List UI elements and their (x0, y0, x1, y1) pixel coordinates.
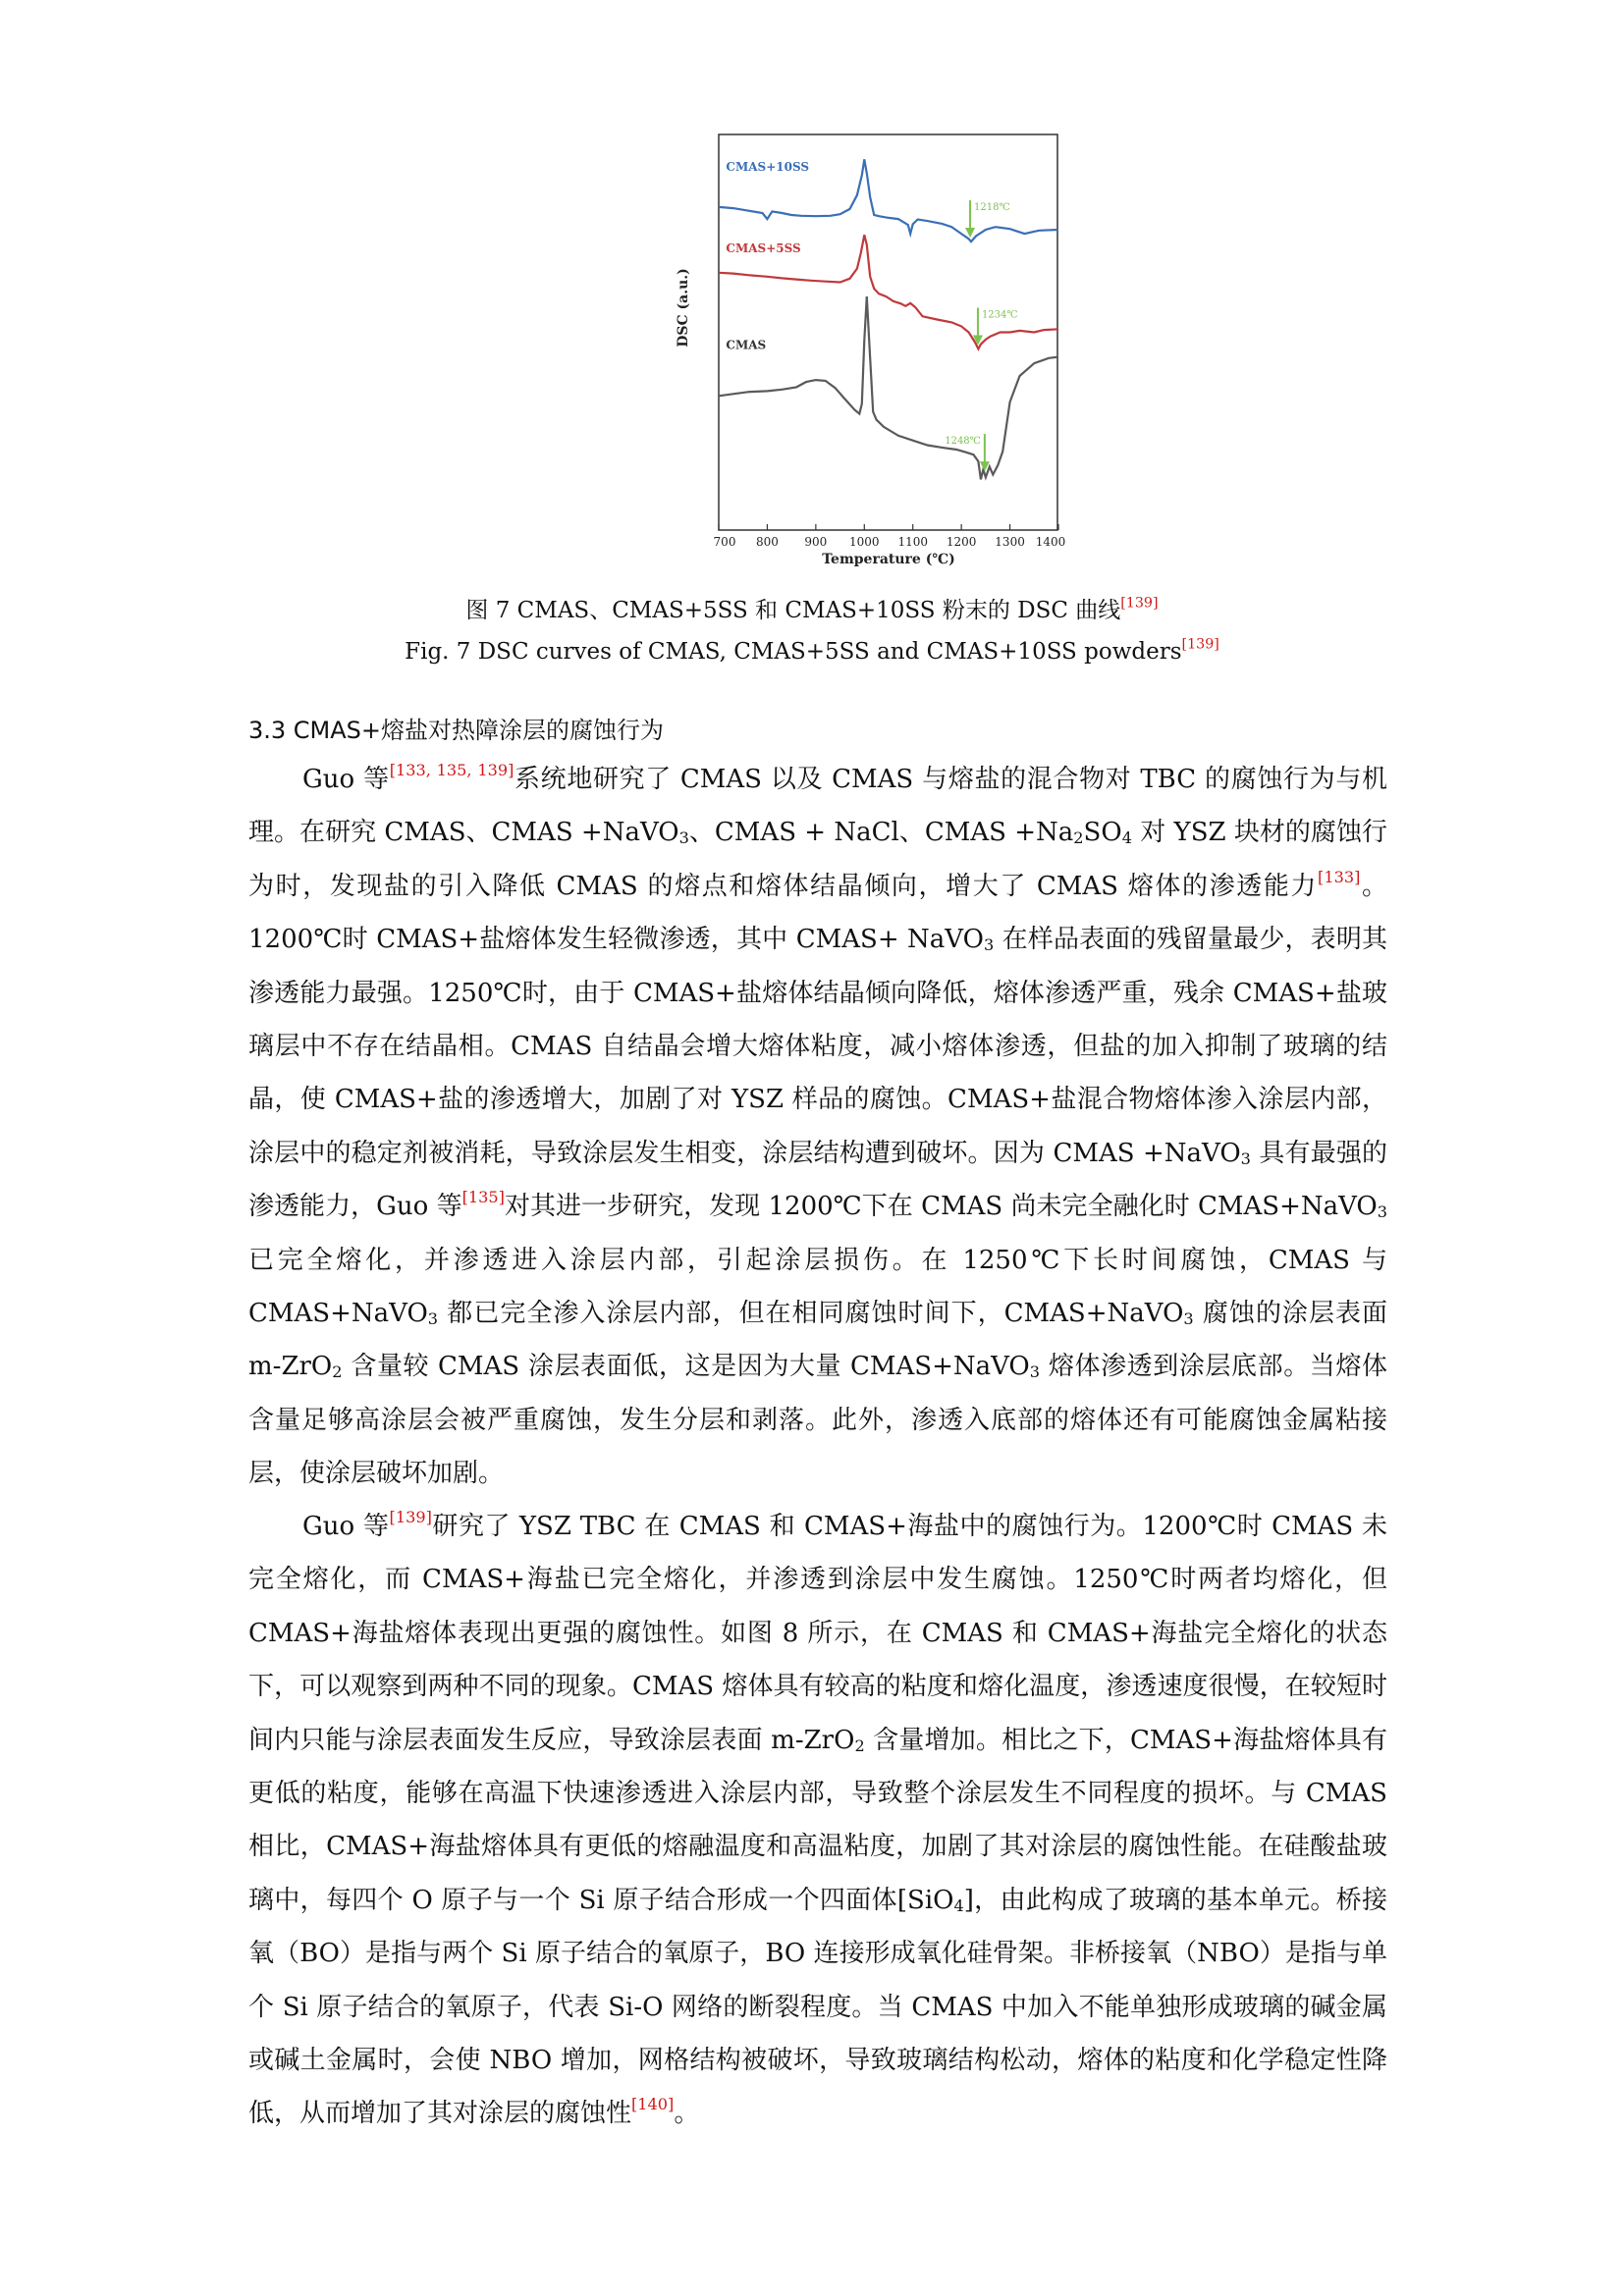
citation[interactable]: [133] (1318, 867, 1361, 886)
x-tick-label: 1100 (897, 535, 928, 549)
text: Guo 等 (302, 1512, 390, 1541)
subscript: 3 (1240, 1149, 1251, 1169)
citation[interactable]: [140] (631, 2095, 675, 2114)
subscript: 3 (1029, 1362, 1040, 1382)
citation[interactable]: [139] (1120, 595, 1159, 612)
text: SO (1083, 818, 1122, 848)
subscript: 3 (427, 1309, 439, 1329)
y-axis-label: DSC (a.u.) (676, 268, 691, 347)
x-tick-label: 1200 (946, 535, 977, 549)
x-tick-label: 1300 (995, 535, 1025, 549)
x-tick-label: 700 (713, 535, 736, 549)
subscript: 4 (953, 1896, 964, 1916)
text: 研究了 YSZ TBC 在 CMAS 和 CMAS+海盐中的腐蚀行为。1200℃时 CMAS 未完全熔化，而 CMAS+海盐已完全熔化，并渗透到涂层中发生腐蚀。1250℃时两者均熔化，但 CMAS+海盐熔体表现出更强的腐蚀性。如图 8 所示，在 CMAS 和 CMAS+海盐完全熔化的状态下，可以观察到两种不同的现象。CMAS 熔体具有较高的粘度和熔化温度，渗透速度很慢，在较短时间内只能与涂层表面发生反应，导致涂层表面 m-ZrO (248, 1512, 1387, 1755)
x-tick-label: 1000 (849, 535, 880, 549)
text: 对其进一步研究，发现 1200℃下在 CMAS 尚未完全融化时 CMAS+NaVO (504, 1192, 1378, 1222)
citation[interactable]: [133, 135, 139] (389, 760, 514, 779)
text: ]，由此构成了玻璃的基本单元。桥接氧（BO）是指与两个 Si 原子结合的氧原子，BO 连接形成氧化硅骨架。非桥接氧（NBO）是指与单个 Si 原子结合的氧原子，代表 Si-O 网络的断裂程度。当 CMAS 中加入不能单独形成玻璃的碱金属或碱土金属时，会使 NBO 增加，网格结构被破坏，导致玻璃结构松动，熔体的粘度和化学稳定性降低，从而增加了其对涂层的腐蚀性 (248, 1885, 1387, 2129)
subscript: 3 (983, 935, 995, 955)
subscript: 4 (1121, 828, 1132, 848)
paragraph-2 (248, 1500, 1387, 2141)
text: Guo 等 (302, 765, 390, 794)
series-label: CMAS (726, 338, 767, 352)
annotation-label: 1248℃ (945, 436, 981, 448)
text: 含量较 CMAS 涂层表面低，这是因为大量 CMAS+NaVO (342, 1352, 1030, 1382)
citation[interactable]: [139] (389, 1507, 432, 1526)
text: 都已完全渗入涂层内部，但在相同腐蚀时间下，CMAS+NaVO (438, 1299, 1184, 1329)
subscript: 3 (678, 828, 689, 848)
caption-en-text: Fig. 7 DSC curves of CMAS, CMAS+5SS and CMAS+10SS powders (405, 639, 1182, 665)
text: 在样品表面的残留量最少，表明其渗透能力最强。1250℃时，由于 CMAS+盐熔体结晶倾向降低，熔体渗透严重，残余 CMAS+盐玻璃层中不存在结晶相。CMAS 自结晶会增大熔体粘度，减小熔体渗透，但盐的加入抑制了玻璃的结晶，使 CMAS+盐的渗透增大，加剧了对 YSZ 样品的腐蚀。CMAS+盐混合物熔体渗入涂层内部，涂层中的稳定剂被消耗，导致涂层发生相变，涂层结构遭到破坏。因为 CMAS +NaVO (248, 925, 1387, 1168)
x-axis-label: Temperature (℃) (822, 552, 955, 567)
caption-zh-text: 图 7 CMAS、CMAS+5SS 和 CMAS+10SS 粉末的 DSC 曲线 (465, 598, 1121, 623)
text: 已完全熔化，并渗透进入涂层内部，引起涂层损伤。在 1250℃下长时间腐蚀，CMAS 与 CMAS+NaVO (248, 1245, 1387, 1329)
paragraph-1 (248, 753, 1387, 1501)
x-ticks (714, 524, 1066, 549)
text: 腐蚀的涂层表面 m-ZrO (248, 1299, 1388, 1382)
dsc-chart (676, 133, 1066, 567)
caption-en (0, 636, 1624, 665)
annotation-label: 1234℃ (981, 309, 1018, 321)
subscript: 2 (1073, 828, 1084, 848)
text: 。 (674, 2099, 700, 2129)
text: 含量增加。相比之下，CMAS+海盐熔体具有更低的粘度，能够在高温下快速渗透进入涂层内部，导致整个涂层发生不同程度的损坏。与 CMAS 相比，CMAS+海盐熔体具有更低的熔融温度和高温粘度，加剧了其对涂层的腐蚀性能。在硅酸盐玻璃中，每四个 O 原子与一个 Si 原子结合形成一个四面体[SiO (248, 1725, 1388, 1915)
citation[interactable]: [135] (461, 1188, 505, 1207)
series-label: CMAS+10SS (726, 159, 810, 174)
subscript: 3 (1377, 1202, 1387, 1222)
annotations (945, 200, 1017, 471)
subscript: 3 (1183, 1309, 1194, 1329)
text: 熔体渗透到涂层底部。当熔体含量足够高涂层会被严重腐蚀，发生分层和剥落。此外，渗透入底部的熔体还有可能腐蚀金属粘接层，使涂层破坏加剧。 (248, 1352, 1388, 1489)
series-label: CMAS+5SS (726, 240, 801, 255)
annotation-arrow-head (965, 228, 975, 238)
x-tick-label: 800 (755, 535, 779, 549)
text: 系统地研究了 CMAS 以及 CMAS 与熔盐的混合物对 TBC 的腐蚀行为与机理。在研究 CMAS、CMAS +NaVO (248, 765, 1387, 848)
dsc-figure (676, 133, 1066, 567)
section-heading: 3.3 CMAS+熔盐对热障涂层的腐蚀行为 (248, 717, 665, 744)
x-tick-label: 1400 (1035, 535, 1066, 549)
text: 具有最强的渗透能力，Guo 等 (248, 1138, 1387, 1222)
subscript: 2 (854, 1735, 865, 1755)
annotation-label: 1218℃ (974, 202, 1010, 214)
series-line-cmas (719, 296, 1058, 479)
text: 。1200℃时 CMAS+盐熔体发生轻微渗透，其中 CMAS+ NaVO (248, 871, 1387, 955)
x-tick-label: 900 (804, 535, 828, 549)
text: 对 YSZ 块材的腐蚀行为时，发现盐的引入降低 CMAS 的熔点和熔体结晶倾向，增大了 CMAS 熔体的渗透能力 (248, 818, 1387, 901)
text: 、CMAS + NaCl、CMAS +Na (688, 818, 1074, 848)
subscript: 2 (332, 1362, 343, 1382)
caption-zh (0, 592, 1624, 624)
citation[interactable]: [139] (1181, 636, 1219, 653)
series-labels (726, 160, 809, 351)
